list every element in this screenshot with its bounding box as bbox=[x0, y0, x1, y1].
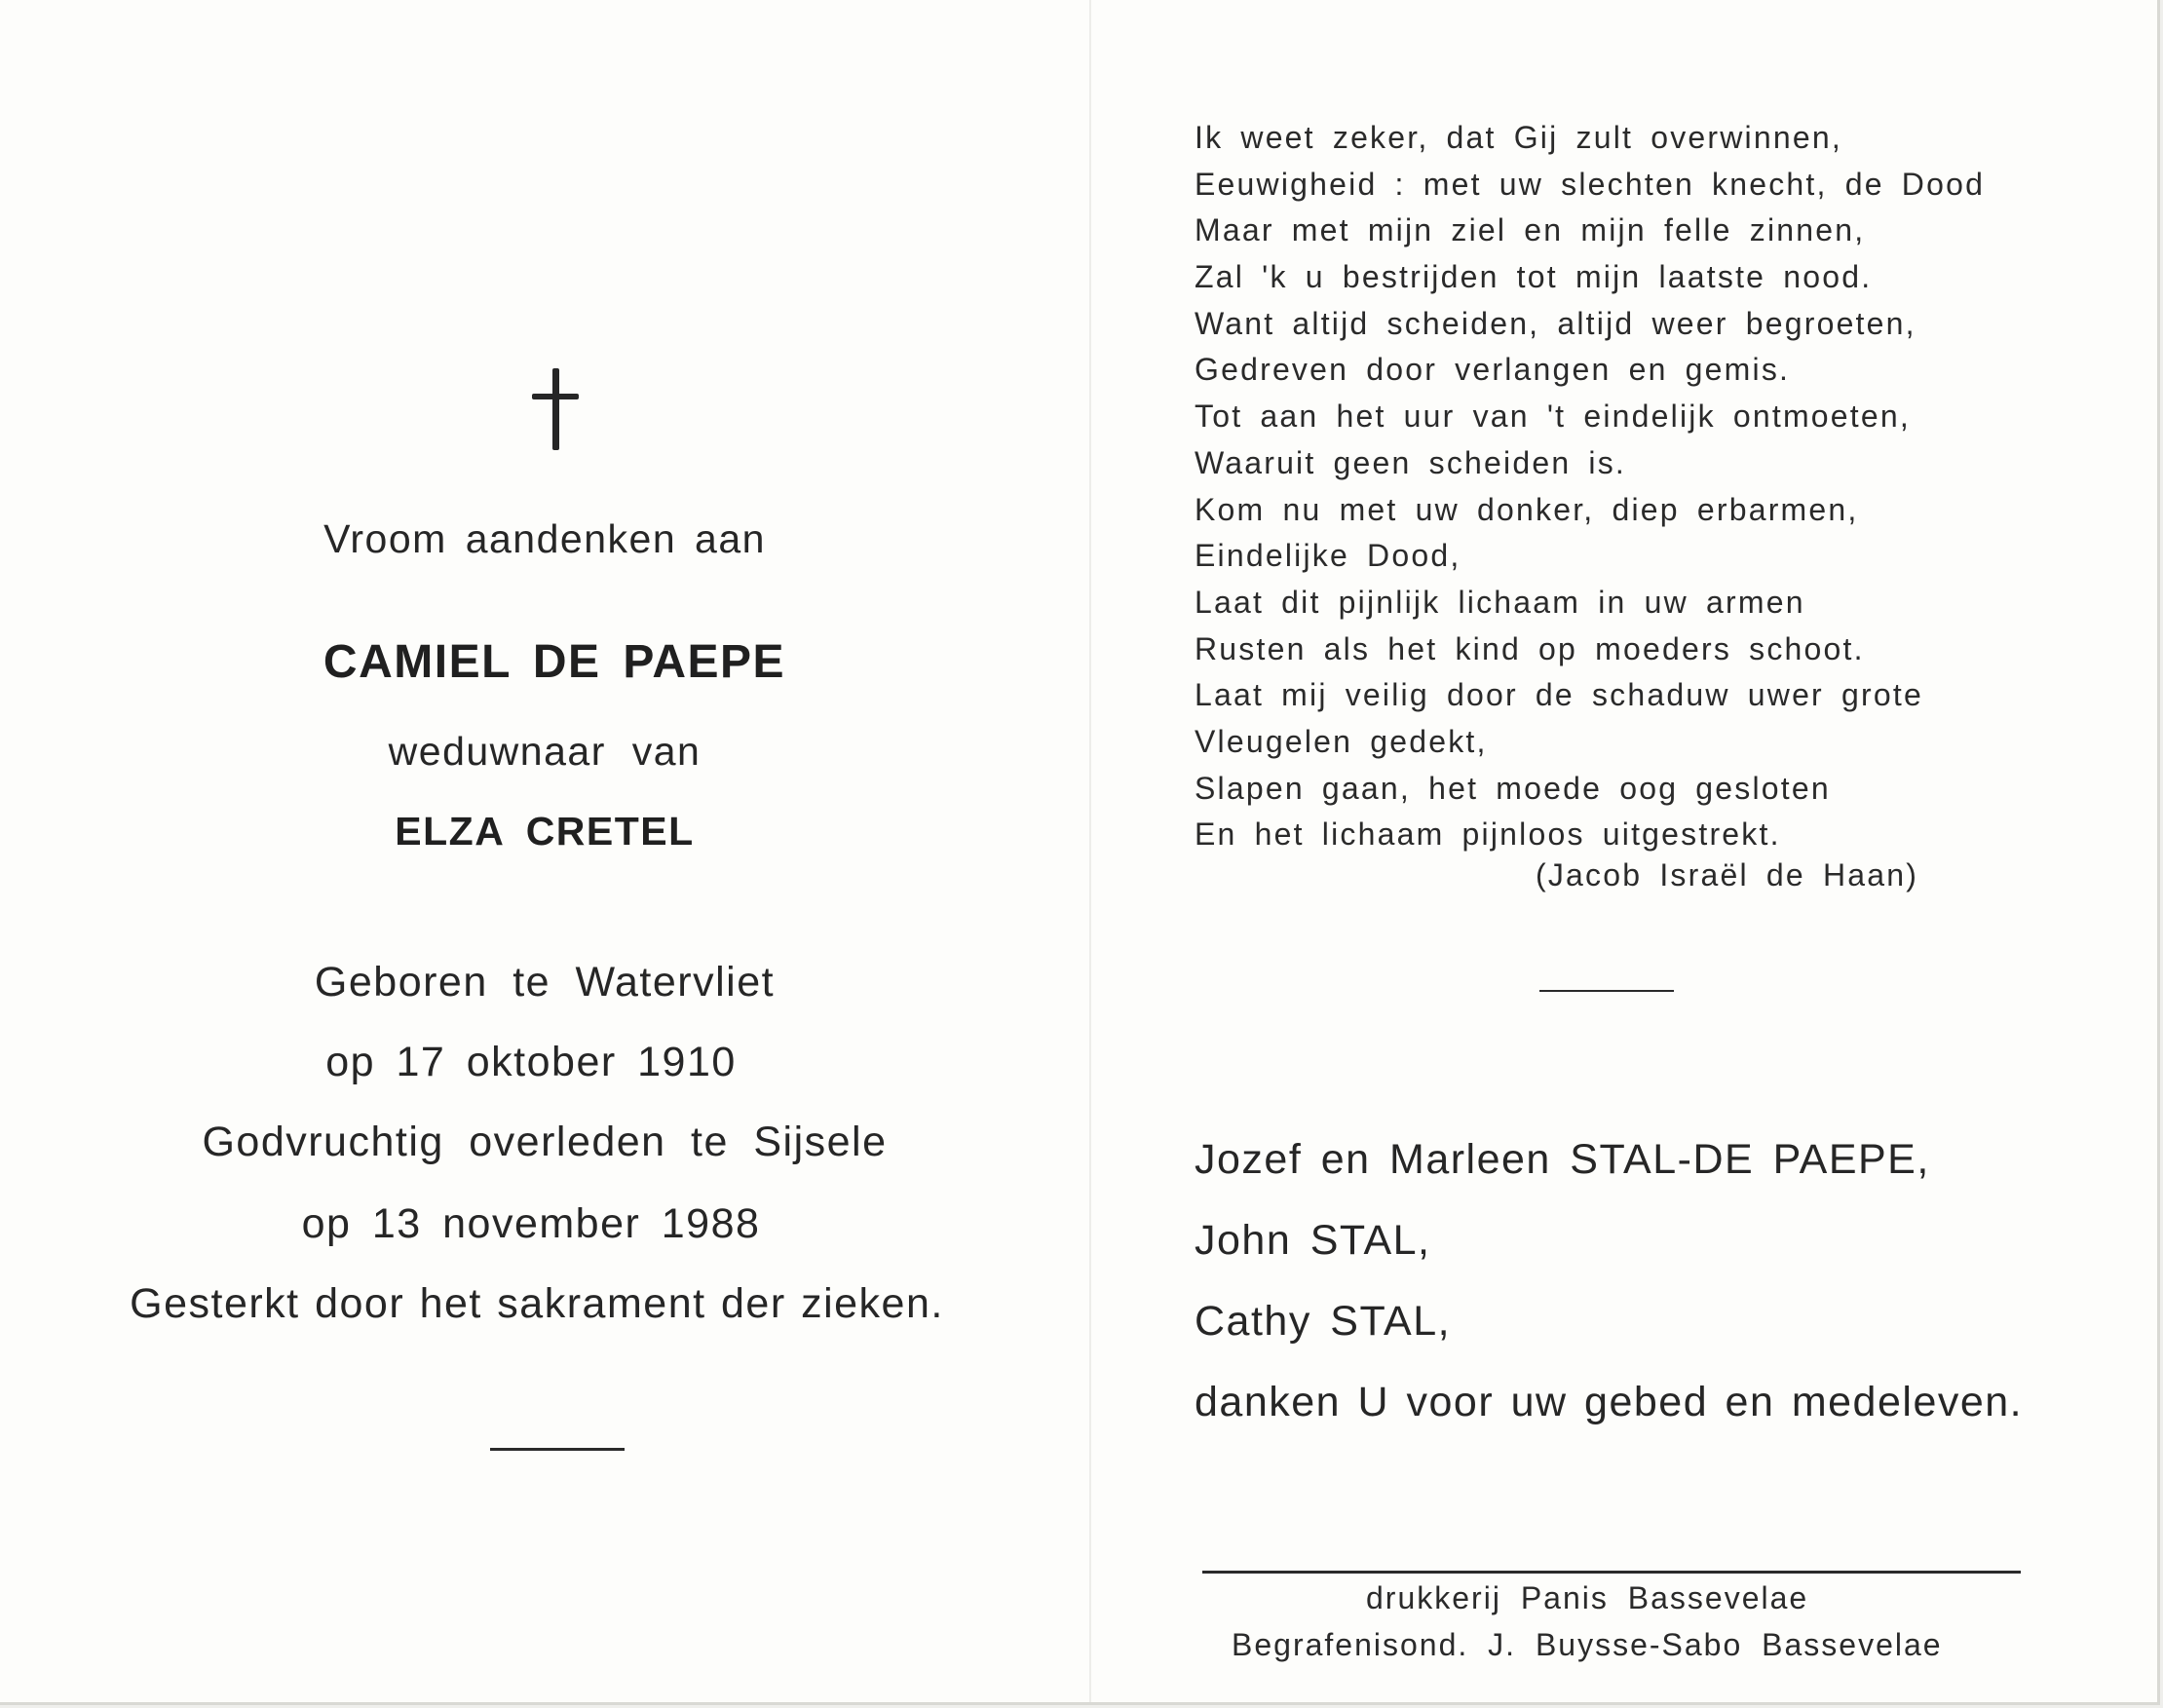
sacrament-text: Gesterkt door het sakrament der zieken. bbox=[130, 1280, 944, 1327]
family-line-1: Jozef en Marleen STAL-DE PAEPE, bbox=[1195, 1136, 1930, 1183]
printer-rule bbox=[1202, 1571, 2021, 1574]
printer-line-1: drukkerij Panis Bassevelae bbox=[1366, 1580, 1809, 1615]
poem-line: Vleugelen gedekt, bbox=[1195, 723, 1488, 759]
poem-author: (Jacob Israël de Haan) bbox=[1536, 857, 1919, 892]
born-place: Geboren te Watervliet bbox=[314, 959, 776, 1006]
left-divider bbox=[490, 1448, 625, 1451]
poem-line: Kom nu met uw donker, diep erbarmen, bbox=[1195, 491, 1859, 527]
deceased-name: CAMIEL DE PAEPE bbox=[323, 636, 786, 688]
born-date: op 17 oktober 1910 bbox=[325, 1039, 737, 1085]
poem-line: Want altijd scheiden, altijd weer begroeten, bbox=[1195, 305, 1916, 341]
poem-line: Zal 'k u bestrijden tot mijn laatste nood. bbox=[1195, 259, 1873, 295]
poem bbox=[1195, 115, 1985, 858]
poem-line: Ik weet zeker, dat Gij zult overwinnen, bbox=[1195, 120, 1842, 155]
poem-line: Slapen gaan, het moede oog gesloten bbox=[1195, 770, 1831, 806]
cross-icon bbox=[532, 368, 579, 450]
poem-line: En het lichaam pijnloos uitgestrekt. bbox=[1195, 816, 1781, 853]
thanks-text: danken U voor uw gebed en medeleven. bbox=[1195, 1379, 2024, 1425]
poem-line: Tot aan het uur van 't eindelijk ontmoeten, bbox=[1195, 399, 1911, 435]
poem-line: Maar met mijn ziel en mijn felle zinnen, bbox=[1195, 212, 1866, 248]
poem-divider bbox=[1539, 990, 1674, 992]
died-date: op 13 november 1988 bbox=[301, 1200, 761, 1247]
poem-line: Eeuwigheid : met uw slechten knecht, de Dood bbox=[1195, 166, 1986, 202]
family-line-2: John STAL, bbox=[1195, 1217, 1431, 1264]
spouse-name: ELZA CRETEL bbox=[395, 809, 695, 854]
died-place: Godvruchtig overleden te Sijsele bbox=[202, 1119, 888, 1165]
poem-line: Laat dit pijnlijk lichaam in uw armen bbox=[1195, 584, 1805, 620]
family-line-3: Cathy STAL, bbox=[1195, 1298, 1452, 1345]
poem-line: Gedreven door verlangen en gemis. bbox=[1195, 352, 1791, 388]
intro-text: Vroom aandenken aan bbox=[323, 516, 766, 561]
poem-line: Laat mij veilig door de schaduw uwer grote bbox=[1195, 677, 1923, 713]
poem-line: Eindelijke Dood, bbox=[1195, 538, 1461, 574]
poem-line: Waaruit geen scheiden is. bbox=[1195, 444, 1627, 480]
relation-text: weduwnaar van bbox=[388, 729, 702, 774]
poem-line: Rusten als het kind op moeders schoot. bbox=[1195, 630, 1865, 666]
right-panel bbox=[1091, 0, 2157, 1702]
printer-line-2: Begrafenisond. J. Buysse-Sabo Bassevelae bbox=[1232, 1627, 1943, 1662]
